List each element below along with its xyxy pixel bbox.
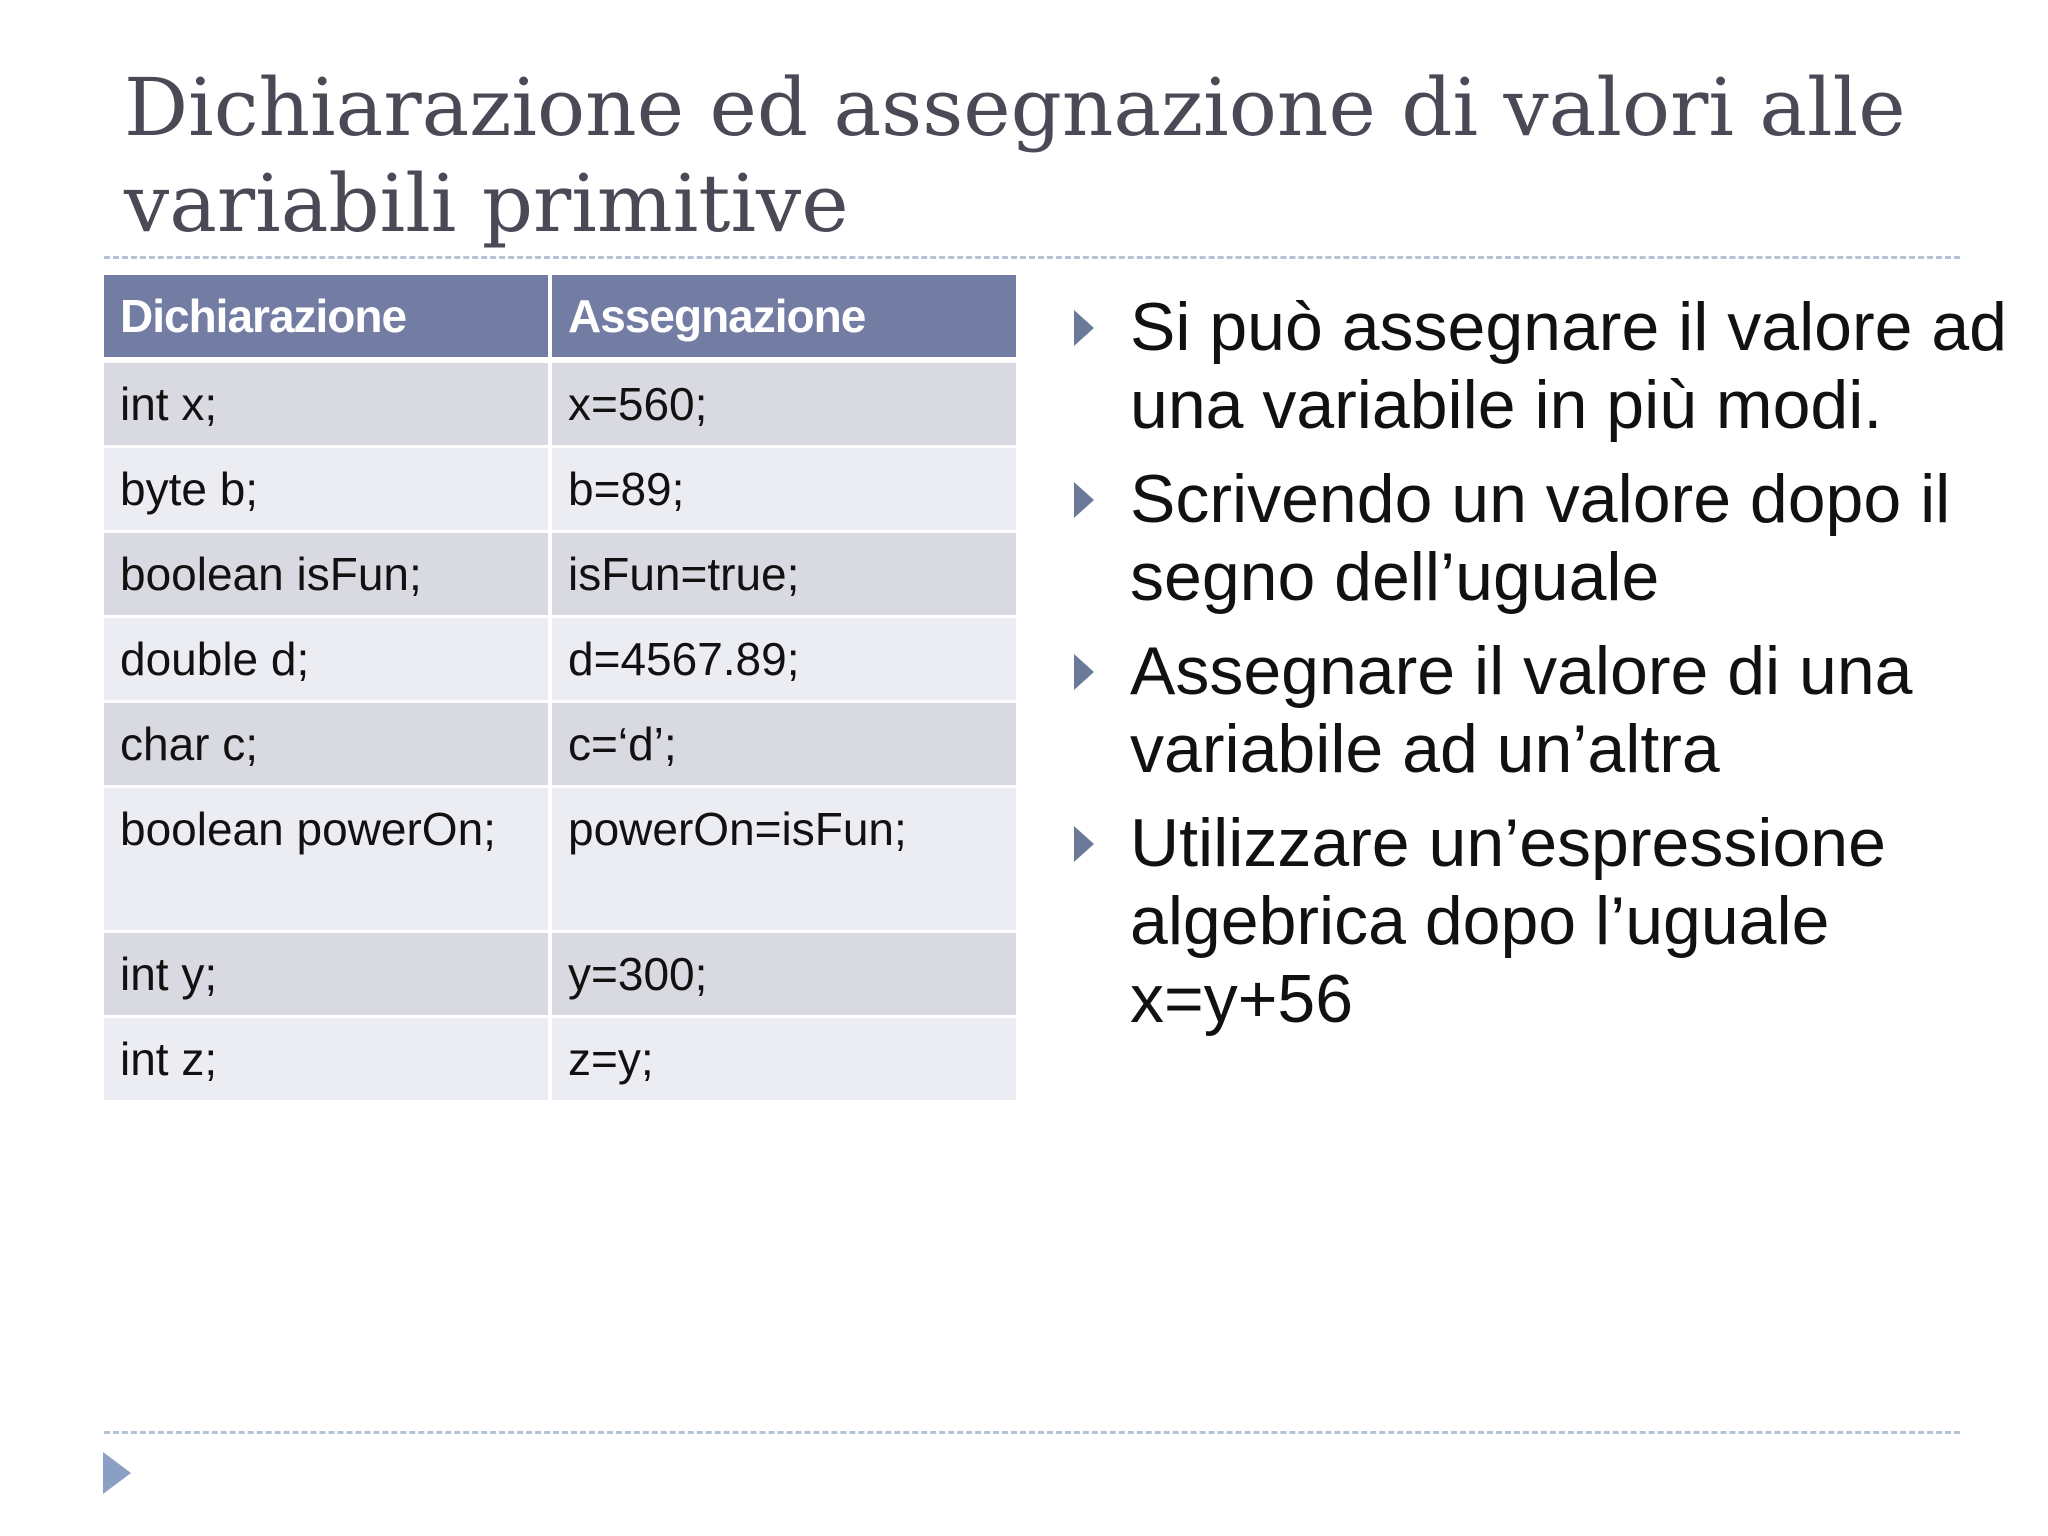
table-row [104,448,1016,533]
assignment-cell: powerOn=isFun; [552,788,1016,933]
declaration-cell: double d; [104,618,552,703]
bullet-item [1064,804,2024,1038]
declaration-cell: int z; [104,1018,552,1103]
header-assignment: Assegnazione [552,275,1016,363]
bullet-item [1064,460,2024,616]
bullet-text: Si può assegnare il valore ad una variabile in più modi. [1130,289,2007,443]
triangle-right-icon [1074,482,1094,518]
slide-title: Dichiarazione ed assegnazione di valori alle variabili primitive [124,61,1906,250]
assignment-cell: x=560; [552,363,1016,448]
table-row [104,618,1016,703]
bullet-text: Utilizzare un’espressione algebrica dopo l’uguale x=y+56 [1130,805,1886,1037]
table-header-row [104,275,1016,363]
bullet-list [1064,288,2024,1054]
declaration-cell: int x; [104,363,552,448]
next-slide-arrow-icon[interactable] [103,1452,131,1494]
declaration-cell: boolean powerOn; [104,788,552,933]
top-divider [104,256,1960,259]
declaration-cell: int y; [104,933,552,1018]
bullet-item [1064,288,2024,444]
declaration-table [104,275,1016,1103]
assignment-cell: d=4567.89; [552,618,1016,703]
assignment-cell: z=y; [552,1018,1016,1103]
table-row [104,1018,1016,1103]
triangle-right-icon [1074,654,1094,690]
table-row [104,363,1016,448]
assignment-cell: y=300; [552,933,1016,1018]
triangle-right-icon [1074,826,1094,862]
table-row [104,703,1016,788]
assignment-cell: c=‘d’; [552,703,1016,788]
declaration-cell: char c; [104,703,552,788]
table-row [104,788,1016,933]
bullet-item [1064,632,2024,788]
bottom-divider [104,1431,1960,1434]
bullet-text: Scrivendo un valore dopo il segno dell’uguale [1130,461,1951,615]
table-row [104,933,1016,1018]
assignment-cell: isFun=true; [552,533,1016,618]
header-declaration: Dichiarazione [104,275,552,363]
assignment-cell: b=89; [552,448,1016,533]
declaration-cell: boolean isFun; [104,533,552,618]
bullet-text: Assegnare il valore di una variabile ad un’altra [1130,633,1913,787]
triangle-right-icon [1074,310,1094,346]
table-row [104,533,1016,618]
declaration-cell: byte b; [104,448,552,533]
